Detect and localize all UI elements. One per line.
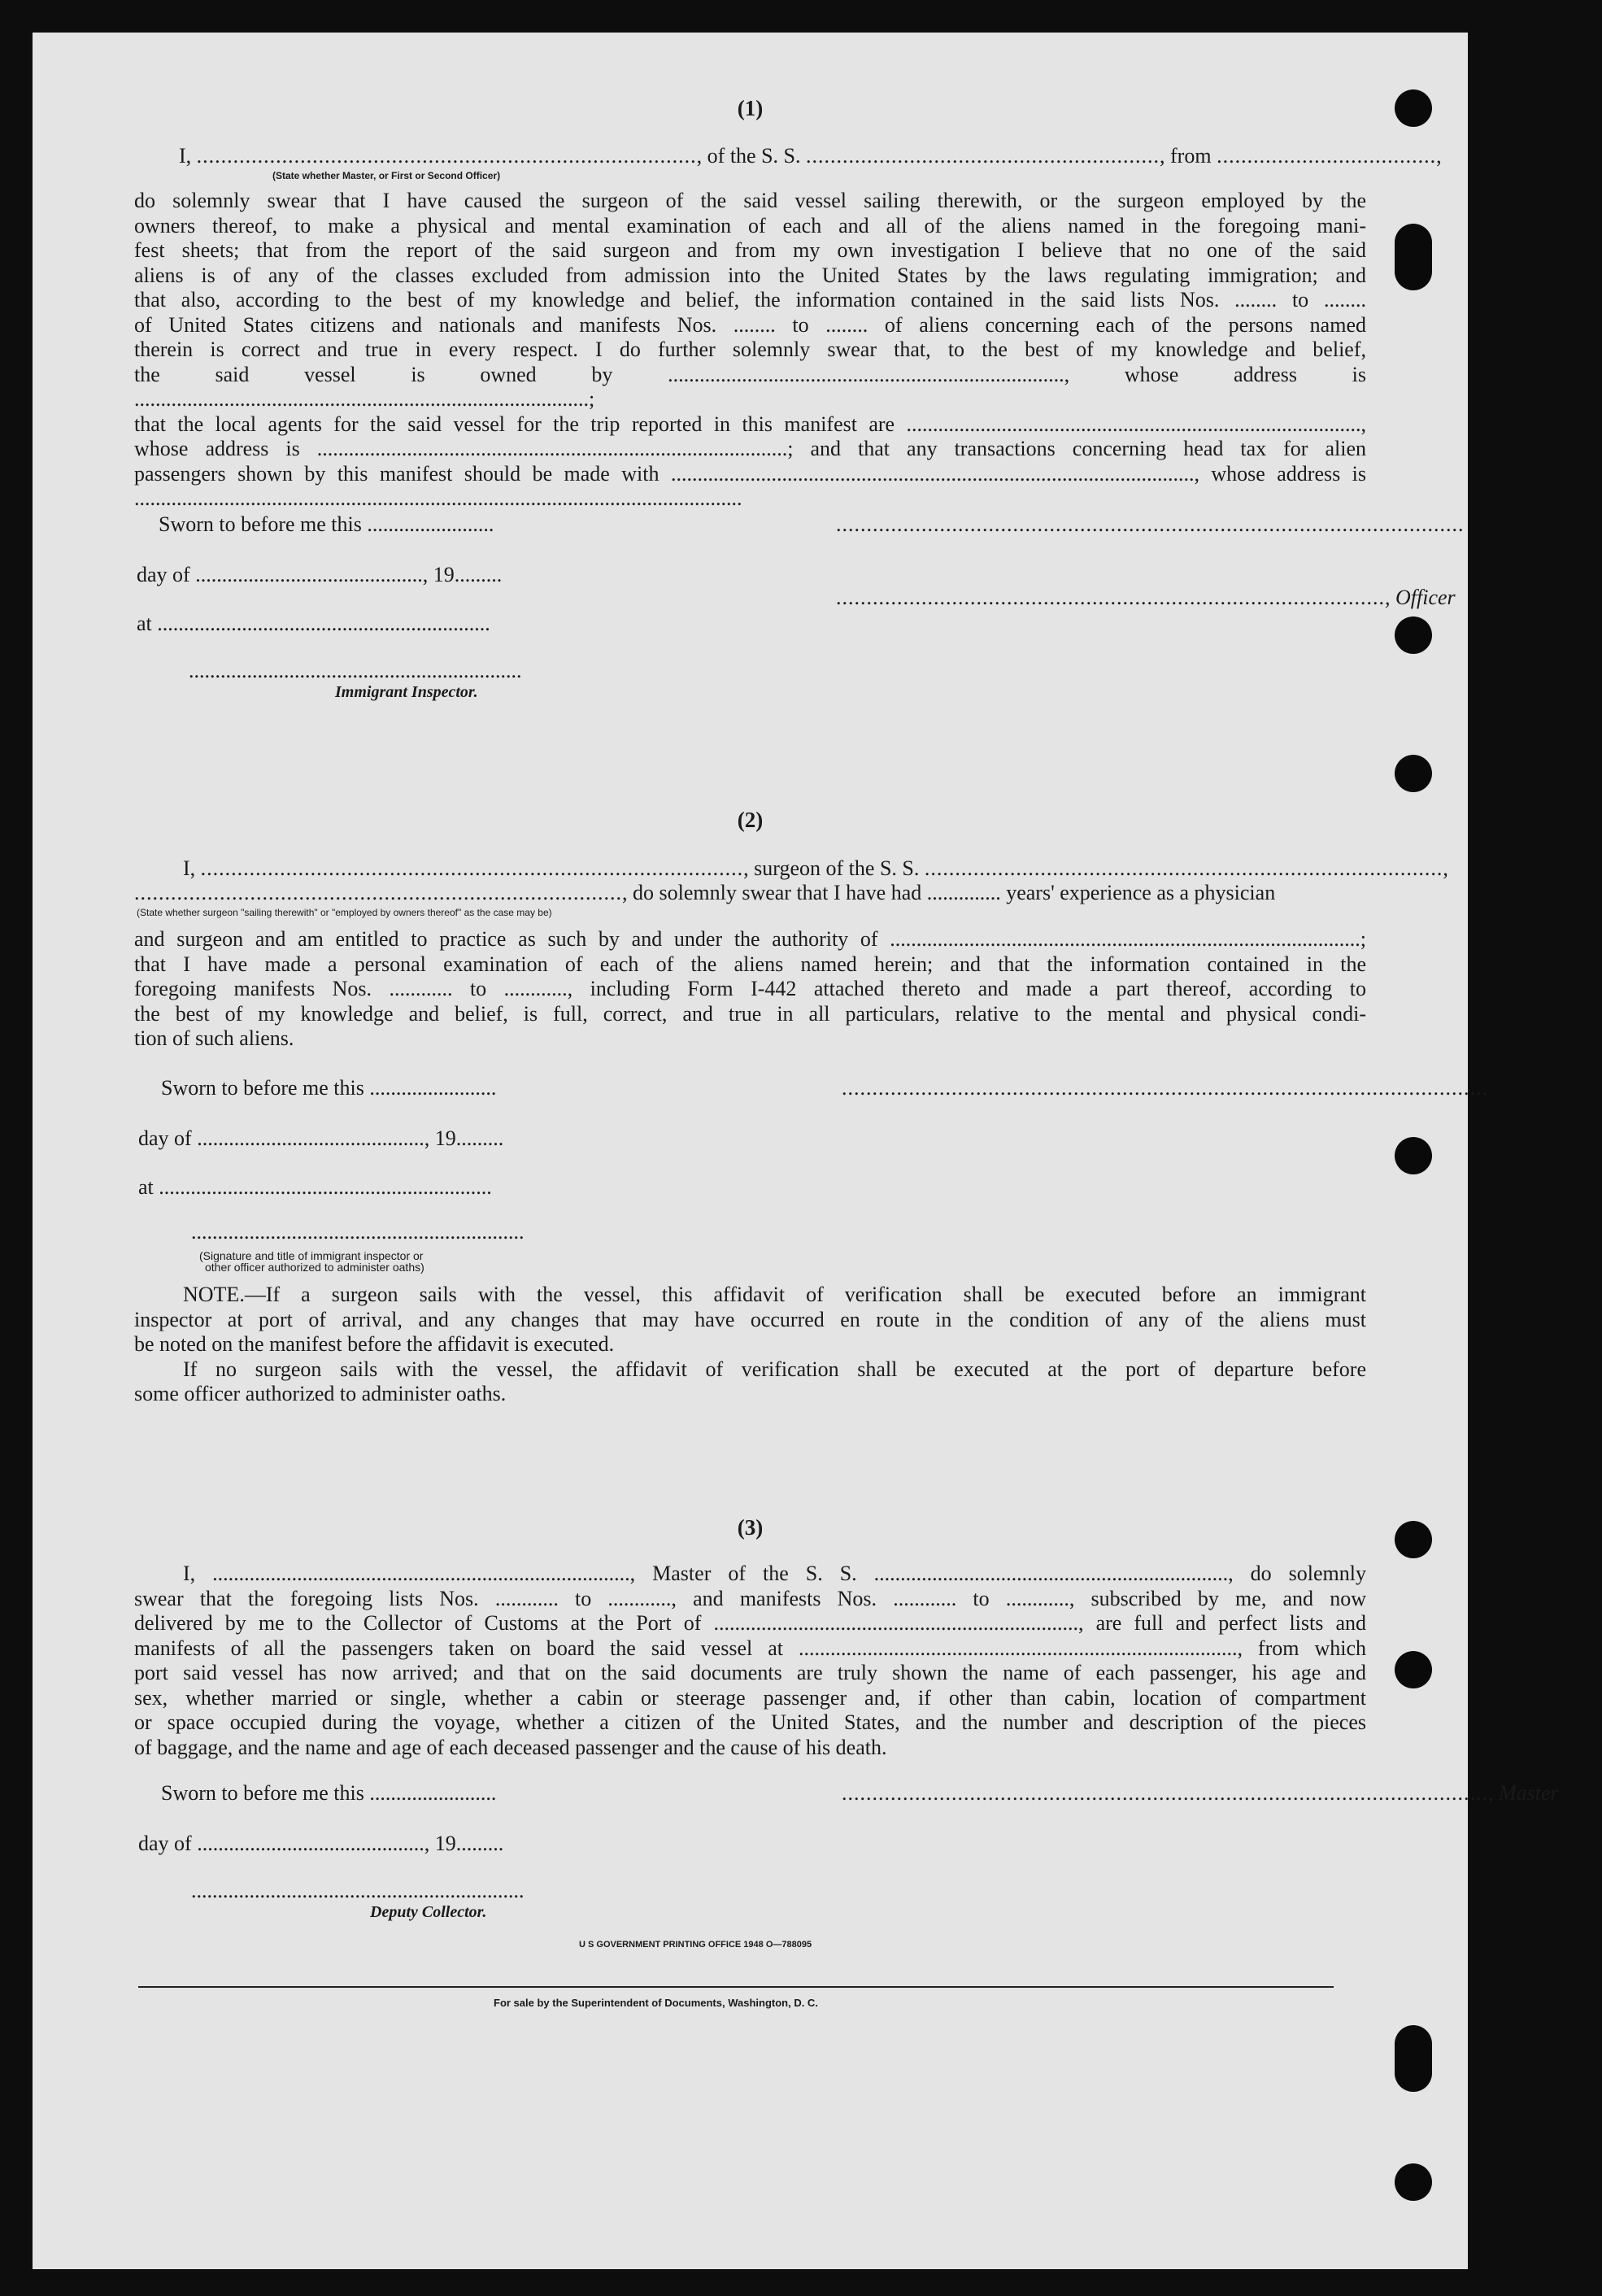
years-experience-text: , do solemnly swear that I have had .............. years' experience as a physician <box>622 881 1276 904</box>
note-line: If no surgeon sails with the vessel, the affidavit of verification shall be executed at the port of departure before <box>183 1357 1366 1381</box>
section-2-oath-text <box>134 927 1366 1052</box>
day-of-field[interactable]: day of ..........................................., 19......... <box>138 1832 504 1855</box>
officer-signature-field[interactable]: ....................................................................................................... <box>836 512 1465 536</box>
oath-line: passengers shown by this manifest should be made with ..................................................................................................., whose address is <box>134 461 1366 486</box>
section-2-note <box>134 1283 1366 1407</box>
oath-line: whose address is .........................................................................................; and that any transactions concerning head tax for alien <box>134 437 1366 460</box>
master-signature-line <box>842 1781 1559 1806</box>
master-signature-field[interactable]: .......................................................................................................... <box>842 1781 1488 1805</box>
oath-line: ................................................................................................................... <box>134 486 742 510</box>
day-of-field[interactable]: day of ..........................................., 19......... <box>138 1126 504 1150</box>
note-line: some officer authorized to administer oaths. <box>134 1382 507 1405</box>
deputy-collector-label: Deputy Collector. <box>370 1903 487 1921</box>
at-field[interactable]: at ............................................................... <box>137 612 490 635</box>
section-2-first-line <box>183 856 1449 881</box>
day-of-field[interactable]: day of ..........................................., 19......... <box>137 563 503 586</box>
note-line: NOTE.—If a surgeon sails with the vessel, this affidavit of verification shall be executed before an immigrant <box>183 1283 1366 1306</box>
sale-notice: For sale by the Superintendent of Documents, Washington, D. C. <box>494 1997 818 2009</box>
section-1-oath-text <box>134 189 1366 512</box>
surgeon-status-hint: (State whether surgeon "sailing therewith" or "employed by owners thereof" as the case may be) <box>137 907 552 918</box>
signature-title-hint: other officer authorized to administer oaths) <box>205 1261 424 1274</box>
note-line: inspector at port of arrival, and any changes that may have occurred en route in the condition of any of the aliens must <box>134 1307 1366 1331</box>
oath-line: aliens is of any of the classes excluded from admission into the United States by the laws regulating immigration; and <box>134 263 1366 287</box>
oath-line: delivered by me to the Collector of Customs at the Port of ....................................................................., are full and perfect lists and <box>134 1611 1366 1635</box>
master-label: , Master <box>1488 1781 1559 1805</box>
form-page <box>33 33 1559 2269</box>
gpo-imprint: U S GOVERNMENT PRINTING OFFICE 1948 O—788095 <box>579 1940 812 1950</box>
origin-port-field[interactable]: ...................................., <box>1217 144 1443 168</box>
section-1-number: (1) <box>737 96 764 120</box>
oath-line: of baggage, and the name and age of each deceased passenger and the cause of his death. <box>134 1735 887 1759</box>
oath-line: that the local agents for the said vessel for the trip reported in this manifest are ......................................................................................, <box>134 412 1366 436</box>
pronoun-label: I, <box>183 856 196 880</box>
footer-rule <box>138 1986 1334 1988</box>
punch-hole-icon <box>1395 2025 1432 2092</box>
oath-line: swear that the foregoing lists Nos. ............ to ............, and manifests Nos. ............ to ............, subscribed by me, and now <box>134 1586 1366 1610</box>
section-3-oath-text <box>134 1562 1366 1760</box>
punch-hole-icon <box>1395 1137 1432 1174</box>
sworn-before-line[interactable]: Sworn to before me this ........................ <box>159 512 494 536</box>
of-ss-label: , of the S. S. <box>696 144 801 168</box>
section-2-number: (2) <box>737 808 764 832</box>
oath-line: that I have made a personal examination of each of the aliens named herein; and that the information contained in the <box>134 952 1366 976</box>
oath-line: or space occupied during the voyage, whether a citizen of the United States, and the number and description of the pieces <box>134 1710 1366 1734</box>
section-3-number: (3) <box>737 1515 764 1540</box>
signature-title-hint: (Signature and title of immigrant inspector or <box>199 1249 424 1262</box>
punch-hole-icon <box>1395 2163 1432 2201</box>
note-line: be noted on the manifest before the affidavit is executed. <box>134 1332 615 1356</box>
oath-line: manifests of all the passengers taken on board the said vessel at ..................................................................................., from which <box>134 1636 1366 1660</box>
at-field[interactable]: at ............................................................... <box>138 1175 492 1199</box>
sworn-before-line[interactable]: Sworn to before me this ........................ <box>161 1076 497 1100</box>
punch-hole-icon <box>1395 1651 1432 1688</box>
administering-officer-signature-field[interactable]: ............................................................... <box>191 1220 525 1244</box>
oath-line: and surgeon and am entitled to practice as such by and under the authority of .........................................................................................; <box>134 927 1366 951</box>
section-1-first-line <box>179 144 1443 168</box>
officer-name-field[interactable]: .................................................................................. <box>196 144 697 168</box>
surgeon-status-field[interactable]: ................................................................................ <box>134 881 622 904</box>
surgeon-of-ss-label: , surgeon of the S. S. <box>743 856 920 880</box>
section-2-second-line <box>134 881 1275 905</box>
officer-title-field[interactable]: .......................................................................................... <box>836 586 1385 609</box>
oath-line: port said vessel has now arrived; and that on the said documents are truly shown the name of each passenger, his age and <box>134 1661 1366 1684</box>
from-label: , from <box>1160 144 1212 168</box>
punch-hole-icon <box>1395 224 1432 290</box>
oath-line: tion of such aliens. <box>134 1026 294 1050</box>
surgeon-name-field[interactable]: ......................................................................................... <box>200 856 744 880</box>
vessel-name-field[interactable]: ....................................................................................., <box>924 856 1449 880</box>
oath-line: fest sheets; that from the report of the said surgeon and from my own investigation I believe that no one of the said <box>134 238 1366 262</box>
officer-label: , Officer <box>1385 586 1456 609</box>
vessel-name-field[interactable]: .......................................................... <box>806 144 1160 168</box>
oath-line: the said vessel is owned by ..........................................................................., whose address is ......................................................................................; <box>134 362 1366 411</box>
punch-hole-icon <box>1395 616 1432 654</box>
oath-line: owners thereof, to make a physical and mental examination of each and all of the aliens named in the foregoing mani- <box>134 213 1366 237</box>
oath-line: I, ..............................................................................., Master of the S. S. ..................................................................., do solemnly <box>183 1562 1366 1585</box>
oath-line: foregoing manifests Nos. ............ to ............, including Form I-442 attached thereto and made a part thereof, according to <box>134 977 1366 1000</box>
collector-signature-field[interactable]: ............................................................... <box>191 1879 525 1902</box>
oath-line: do solemnly swear that I have caused the surgeon of the said vessel sailing therewith, or the surgeon employed by the <box>134 189 1366 212</box>
punch-hole-icon <box>1395 755 1432 792</box>
oath-line: that also, according to the best of my knowledge and belief, the information contained in the said lists Nos. ........ to ........ <box>134 288 1366 312</box>
immigrant-inspector-label: Immigrant Inspector. <box>335 683 478 701</box>
oath-line: sex, whether married or single, whether a cabin or steerage passenger and, if other than cabin, location of compartment <box>134 1685 1366 1710</box>
pronoun-label: I, <box>179 144 192 168</box>
oath-line: the best of my knowledge and belief, is full, correct, and true in all particulars, relative to the mental and physical condi- <box>134 1001 1366 1026</box>
oath-line: therein is correct and true in every respect. I do further solemnly swear that, to the best of my knowledge and belief, <box>134 338 1366 361</box>
sworn-before-line[interactable]: Sworn to before me this ........................ <box>161 1781 497 1805</box>
inspector-signature-field[interactable]: ............................................................... <box>189 659 522 682</box>
surgeon-signature-field[interactable]: .......................................................................................................... <box>842 1076 1488 1100</box>
officer-rank-hint: (State whether Master, or First or Second Officer) <box>272 170 501 181</box>
officer-title-line <box>836 586 1456 610</box>
oath-line: of United States citizens and nationals and manifests Nos. ........ to ........ of aliens concerning each of the persons named <box>134 312 1366 337</box>
